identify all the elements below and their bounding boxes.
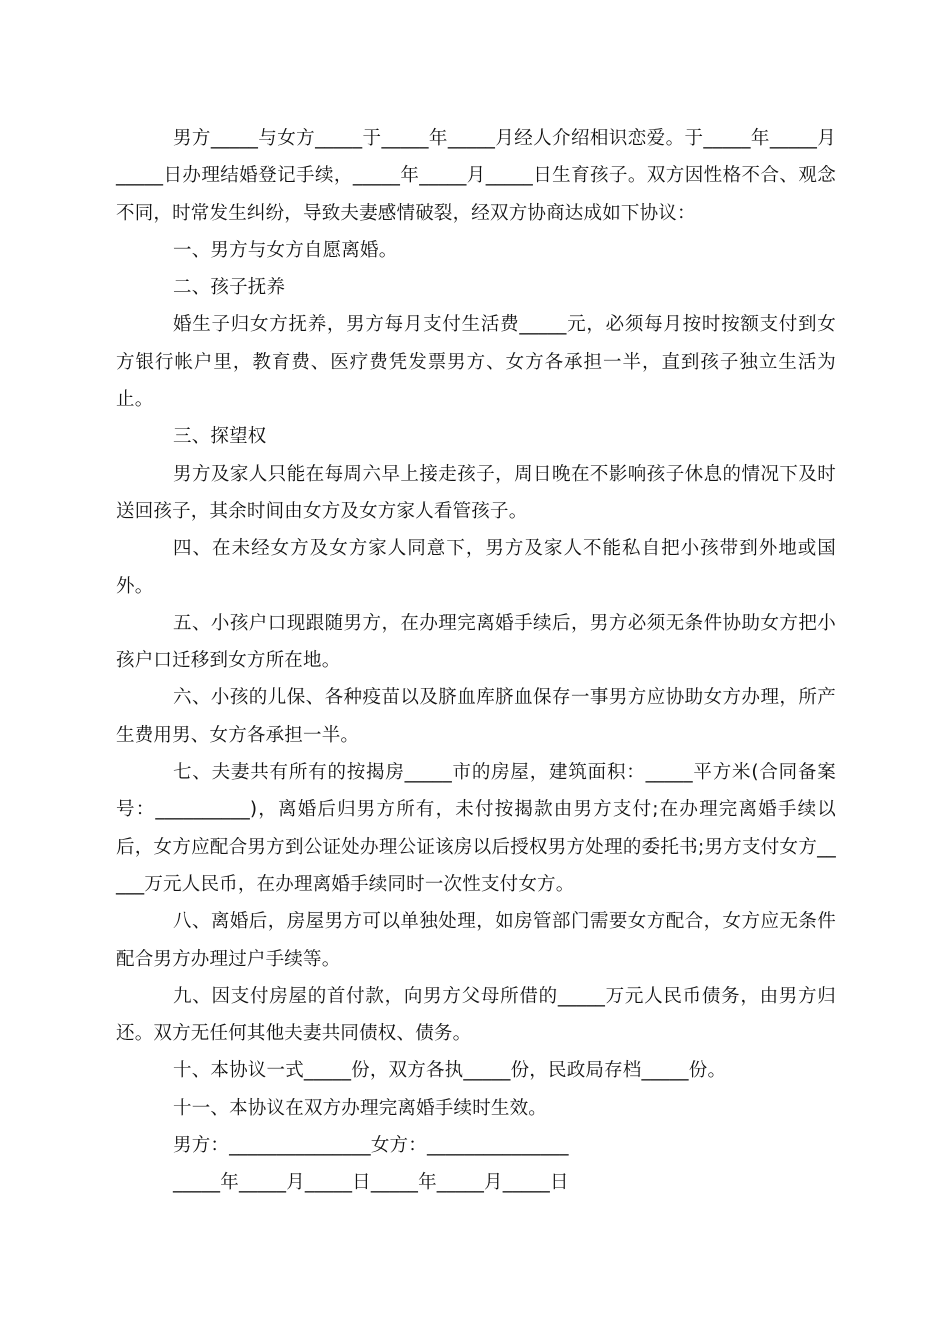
clause-8: 八、离婚后，房屋男方可以单独处理，如房管部门需要女方配合，女方应无条件配合男方办理过户手续等。 [116,911,836,970]
clause-7: 七、夫妻共有所有的按揭房_____市的房屋，建筑面积：_____平方米(合同备案号：__________)，离婚后归男方所有，未付按揭款由男方支付;在办理完离婚手续以后，女方应配合男方到公证处办理公证该房以后授权男方处理的委托书;男方支付女方_____万元人民币，在办理离婚手续同时一次性支付女方。 [116,762,836,895]
clause-2-body: 婚生子归女方抚养，男方每月支付生活费_____元，必须每月按时按额支付到女方银行帐户里，教育费、医疗费凭发票男方、女方各承担一半，直到孩子独立生活为止。 [116,314,836,411]
clause-11: 十一、本协议在双方办理完离婚手续时生效。 [173,1097,548,1119]
clause-5: 五、小孩户口现跟随男方，在办理完离婚手续后，男方必须无条件协助女方把小孩户口迁移到女方所在地。 [116,612,836,672]
clause-3-body: 男方及家人只能在每周六早上接走孩子，周日晚在不影响孩子休息的情况下及时送回孩子，其余时间由女方及女方家人看管孩子。 [116,463,836,522]
clause-3-heading: 三、探望权 [173,426,267,448]
signature-line: 男方：_______________女方：_______________ [173,1135,569,1157]
agreement-body [116,120,836,1202]
clause-4: 四、在未经女方及女方家人同意下，男方及家人不能私自把小孩带到外地或国外。 [116,538,836,597]
clause-1-heading: 一、男方与女方自愿离婚。 [173,239,398,261]
clause-9: 九、因支付房屋的首付款，向男方父母所借的_____万元人民币债务，由男方归还。双方无任何其他夫妻共同债权、债务。 [116,985,836,1045]
date-line: _____年_____月_____日_____年_____月_____日 [173,1172,569,1194]
clause-2-heading: 二、孩子抚养 [173,277,286,299]
clause-10: 十、本协议一式_____份，双方各执_____份，民政局存档_____份。 [173,1060,727,1082]
clause-6: 六、小孩的儿保、各种疫苗以及脐血库脐血保存一事男方应协助女方办理，所产生费用男、女方各承担一半。 [116,687,836,746]
intro-paragraph: 男方_____与女方_____于_____年_____月经人介绍相识恋爱。于_____年_____月_____日办理结婚登记手续，_____年_____月_____日生育孩子。双方因性格不合、观念不同，时常发生纠纷，导致夫妻感情破裂，经双方协商达成如下协议： [116,128,836,224]
